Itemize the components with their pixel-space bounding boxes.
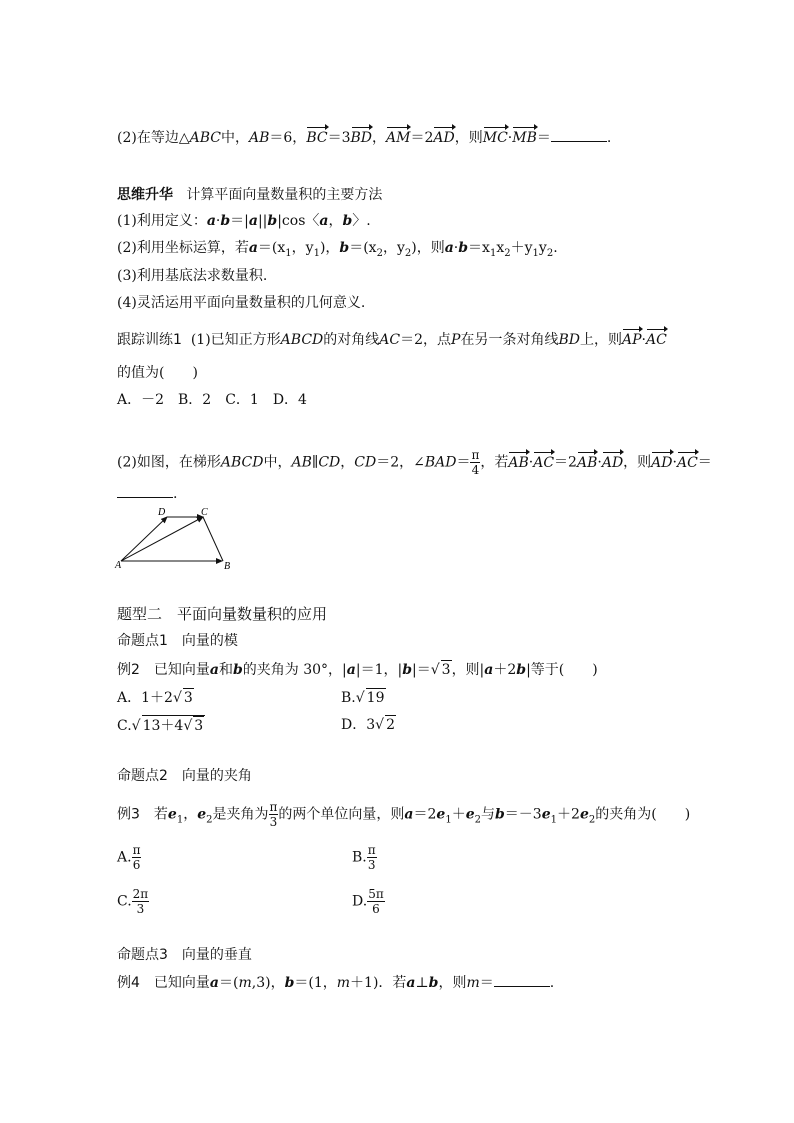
text: 1 xyxy=(176,814,184,826)
text: 在另一条对角线 xyxy=(460,332,559,348)
vector-ab: AB xyxy=(576,454,598,471)
fraction xyxy=(367,887,385,916)
text: ，y xyxy=(382,240,405,256)
text: b xyxy=(233,662,243,678)
vector-bc: BC xyxy=(306,130,328,146)
text: m xyxy=(466,975,480,991)
text: ， xyxy=(372,130,387,146)
ex3-option-d[interactable] xyxy=(352,887,385,916)
text: ＋1)．若 xyxy=(350,975,407,991)
ex2-option-d[interactable] xyxy=(341,715,396,734)
text: y xyxy=(538,240,547,256)
text: ＝ xyxy=(479,975,494,991)
label-d: D xyxy=(158,507,166,518)
vector-ad: AD xyxy=(601,454,624,471)
summary-title xyxy=(117,186,382,204)
text: ，则 xyxy=(438,975,467,991)
text: ，y xyxy=(291,240,314,256)
text: b xyxy=(342,213,353,229)
text: a xyxy=(209,662,219,678)
summary-label: 思维升华 xyxy=(117,187,173,203)
ex2-option-c[interactable] xyxy=(117,715,205,735)
text: 中， xyxy=(263,454,292,471)
subsection-3: 命题点3 向量的垂直 xyxy=(117,947,252,963)
text: e xyxy=(167,806,177,823)
train-label: 跟踪训练1 xyxy=(117,332,182,348)
text: ， xyxy=(340,454,355,471)
segment-ad xyxy=(121,517,167,561)
sqrt-sign: √ xyxy=(430,662,440,678)
text: 与 xyxy=(481,806,495,823)
text: 2 xyxy=(404,247,412,259)
text: 的两个单位向量，则 xyxy=(278,806,405,823)
ex3-option-a[interactable] xyxy=(117,843,141,872)
train-2-line-1: (2)如图，在梯形ABCD中，AB∥CD，CD＝2，∠BAD＝ $\frac{\pi}{4}$ ，若AB·AC＝2AB·AD，则AD·AC＝ xyxy=(117,448,712,477)
text: m xyxy=(336,975,351,991)
text: b xyxy=(402,662,412,678)
text: 3 xyxy=(194,718,204,734)
sqrt-sign: √ xyxy=(172,690,182,706)
fraction-pi-4 xyxy=(470,448,480,477)
vector-mc: MC xyxy=(482,130,508,146)
trapezoid-figure xyxy=(112,506,242,574)
fraction xyxy=(132,887,150,916)
text: 3 xyxy=(367,858,376,872)
text: 例3 若 xyxy=(117,806,168,823)
text: · xyxy=(215,213,221,229)
example-3 xyxy=(117,800,690,829)
text: ＝2，点 xyxy=(400,332,452,348)
text: · xyxy=(507,130,513,146)
train-1-line-2: 的值为( ) xyxy=(117,365,198,381)
text: )， xyxy=(319,240,340,256)
text: |等于( ) xyxy=(526,662,598,678)
subsection-2: 命题点2 向量的夹角 xyxy=(117,768,252,784)
sqrt-sign: √ xyxy=(375,717,385,733)
text: || xyxy=(257,213,268,229)
text: 是夹角为 xyxy=(212,806,269,823)
text: . xyxy=(549,975,555,991)
text: ,3)， xyxy=(251,975,285,991)
text: a xyxy=(248,240,258,256)
vector-bd: BD xyxy=(350,130,373,146)
subsection-1: 命题点1 向量的模 xyxy=(117,633,238,649)
ex3-option-b[interactable] xyxy=(352,843,377,872)
text: ＝x xyxy=(468,240,490,256)
text: 4 xyxy=(471,463,480,477)
label-a: A xyxy=(115,560,122,571)
text: b xyxy=(220,213,231,229)
problem-1-2 xyxy=(117,129,611,147)
answer-blank[interactable] xyxy=(117,485,173,498)
text: ，则| xyxy=(451,662,485,678)
text: 6 xyxy=(132,858,141,872)
answer-blank[interactable] xyxy=(551,129,607,142)
text: b xyxy=(267,213,278,229)
answer-blank[interactable] xyxy=(494,974,550,987)
text: 的夹角为 30°，| xyxy=(242,662,347,678)
text: e xyxy=(541,806,551,823)
text: 中， xyxy=(220,130,249,146)
text: b xyxy=(339,240,350,256)
text: ＝－3 xyxy=(504,806,542,823)
vector-am: AM xyxy=(386,130,411,146)
train-1-options: A．－2 B．2 C．1 D．4 xyxy=(117,392,307,408)
text: e xyxy=(465,806,475,823)
text: ＝ xyxy=(456,454,471,471)
text: ＝2，∠ xyxy=(376,454,425,471)
text: ＝6， xyxy=(269,130,307,146)
text: 2 xyxy=(588,814,596,826)
text: m xyxy=(238,975,252,991)
sqrt-body xyxy=(142,715,206,735)
text: ， xyxy=(328,213,343,229)
text: A. xyxy=(117,849,132,866)
fraction xyxy=(132,843,142,872)
label-c: C xyxy=(201,507,208,518)
vector-ac: AC xyxy=(645,332,667,348)
fraction xyxy=(367,843,377,872)
text: a xyxy=(346,662,356,678)
text: ，若 xyxy=(480,454,509,471)
text: 1 xyxy=(532,247,539,259)
text: 2 xyxy=(376,247,383,259)
text: ，则 xyxy=(623,454,652,471)
text: ⊥ xyxy=(415,975,429,991)
text: 例2 已知向量 xyxy=(117,662,210,678)
text: B. xyxy=(352,849,367,866)
text: e xyxy=(436,806,446,823)
text: BD xyxy=(558,332,580,348)
text: D. xyxy=(352,893,368,910)
text: |＝ xyxy=(412,662,431,678)
text: π xyxy=(471,448,480,462)
text: ＝2 xyxy=(413,806,437,823)
text: (1)利用定义： xyxy=(117,213,207,229)
text: ＋2 xyxy=(493,662,517,678)
text: ＝3 xyxy=(327,130,351,146)
ex2-option-a[interactable] xyxy=(117,688,194,707)
text: 1 xyxy=(285,247,292,259)
text: P xyxy=(451,332,461,348)
text: 的对角线 xyxy=(323,332,380,348)
text: ＝2 xyxy=(410,130,434,146)
text: a xyxy=(209,975,219,991)
ex3-option-c[interactable] xyxy=(117,887,149,916)
text: π xyxy=(269,800,278,814)
text: 2π xyxy=(132,887,149,901)
example-4 xyxy=(117,974,554,992)
vector-ab: AB xyxy=(508,454,529,471)
text: ，则 xyxy=(454,130,483,146)
text: ＝| xyxy=(230,213,249,229)
text: 1 xyxy=(550,814,558,826)
summary-line-1 xyxy=(117,212,371,230)
text: ＝ xyxy=(697,454,712,471)
text: 2 xyxy=(504,247,511,259)
text: . xyxy=(606,130,612,146)
train-2-line-2 xyxy=(117,485,177,503)
sqrt-sign: √ xyxy=(355,690,365,706)
sqrt-sign: √ xyxy=(131,718,141,734)
text: 13＋4 xyxy=(142,718,184,734)
ex2-option-b[interactable] xyxy=(341,688,386,707)
text: b xyxy=(495,806,505,823)
text: 2 xyxy=(474,814,481,826)
text: 3 xyxy=(183,690,193,706)
text: C. xyxy=(117,718,132,734)
text: (2)如图，在梯形 xyxy=(117,454,221,471)
text: ＋y xyxy=(510,240,533,256)
text: 1 xyxy=(313,247,320,259)
text: b xyxy=(516,662,527,678)
text: ＝ xyxy=(536,130,551,146)
segment-ac xyxy=(121,517,203,561)
text: a xyxy=(206,213,216,229)
text: (1)已知正方形 xyxy=(190,332,281,348)
text: b xyxy=(458,240,469,256)
vector-ap: AP xyxy=(621,332,642,348)
text: b xyxy=(428,975,439,991)
text: a xyxy=(406,975,416,991)
text: e xyxy=(197,806,207,823)
text: D．3 xyxy=(341,717,376,733)
vector-ac: AC xyxy=(676,454,698,471)
text: |cos〈 xyxy=(277,213,320,229)
text: 3 xyxy=(441,662,451,678)
text: ， xyxy=(183,806,198,823)
text: 3 xyxy=(136,902,145,916)
text: ＝(1， xyxy=(294,975,337,991)
text: 5π xyxy=(368,887,384,901)
vector-mb: MB xyxy=(512,130,537,146)
text: C. xyxy=(117,893,132,910)
example-2 xyxy=(117,660,598,679)
text: x xyxy=(496,240,505,256)
text: a xyxy=(444,240,454,256)
text: · xyxy=(641,332,646,348)
text: . xyxy=(553,240,558,256)
summary-line-2 xyxy=(117,239,558,263)
text: a xyxy=(484,662,494,678)
text: 19 xyxy=(366,690,385,706)
text: b xyxy=(284,975,295,991)
text: B. xyxy=(341,690,356,706)
text: ＋ xyxy=(451,806,466,823)
text: · xyxy=(453,240,459,256)
text: 的夹角为( ) xyxy=(595,806,691,823)
text: π xyxy=(367,843,376,857)
text: AB xyxy=(248,130,270,146)
text: 1 xyxy=(489,247,497,259)
text: ABCD xyxy=(280,332,324,348)
text: 1 xyxy=(445,814,452,826)
text: ＝(x xyxy=(349,240,377,256)
text: 〉. xyxy=(352,213,371,229)
summary-line-3: (3)利用基底法求数量积. xyxy=(117,268,268,284)
text: CD xyxy=(354,454,377,471)
text: ABCD xyxy=(220,454,264,471)
text: π xyxy=(132,843,141,857)
vector-ad: AD xyxy=(433,130,455,146)
text: 6 xyxy=(372,902,380,916)
text: ＋2 xyxy=(557,806,580,823)
text: a xyxy=(404,806,414,823)
text: 2 xyxy=(386,717,395,733)
text: (2)在等边△ xyxy=(117,130,190,146)
text: 2 xyxy=(206,814,213,826)
text: a xyxy=(248,213,258,229)
text: ＝(x xyxy=(257,240,286,256)
text: 和 xyxy=(219,662,233,678)
text: (2)利用坐标运算，若 xyxy=(117,240,249,256)
vector-ac: AC xyxy=(533,454,555,471)
text: )，则 xyxy=(411,240,445,256)
text: AC xyxy=(379,332,401,348)
text: e xyxy=(579,806,589,823)
text: |＝1，| xyxy=(355,662,403,678)
text: ＝( xyxy=(219,975,239,991)
text: . xyxy=(173,486,178,502)
segment-cb xyxy=(203,517,223,561)
text: A．1＋2 xyxy=(117,690,173,706)
text: a xyxy=(319,213,329,229)
text: AB∥CD xyxy=(291,454,341,471)
text: 2 xyxy=(546,247,554,259)
train-1-line-1 xyxy=(117,331,667,349)
summary-line-4: (4)灵活运用平面向量数量积的几何意义. xyxy=(117,295,366,311)
text: 3 xyxy=(269,815,278,829)
label-b: B xyxy=(224,561,231,572)
fraction-pi-3 xyxy=(269,800,279,829)
summary-subtitle: 计算平面向量数量积的主要方法 xyxy=(186,187,383,203)
text: 例4 已知向量 xyxy=(117,975,210,991)
text: ABC xyxy=(189,130,221,146)
section-title: 题型二 平面向量数量积的应用 xyxy=(117,605,328,623)
vector-ad: AD xyxy=(651,454,673,471)
text: ＝2 xyxy=(554,454,577,471)
sqrt-sign: √ xyxy=(183,718,193,734)
text: 上，则 xyxy=(579,332,622,348)
text: BAD xyxy=(424,454,457,471)
